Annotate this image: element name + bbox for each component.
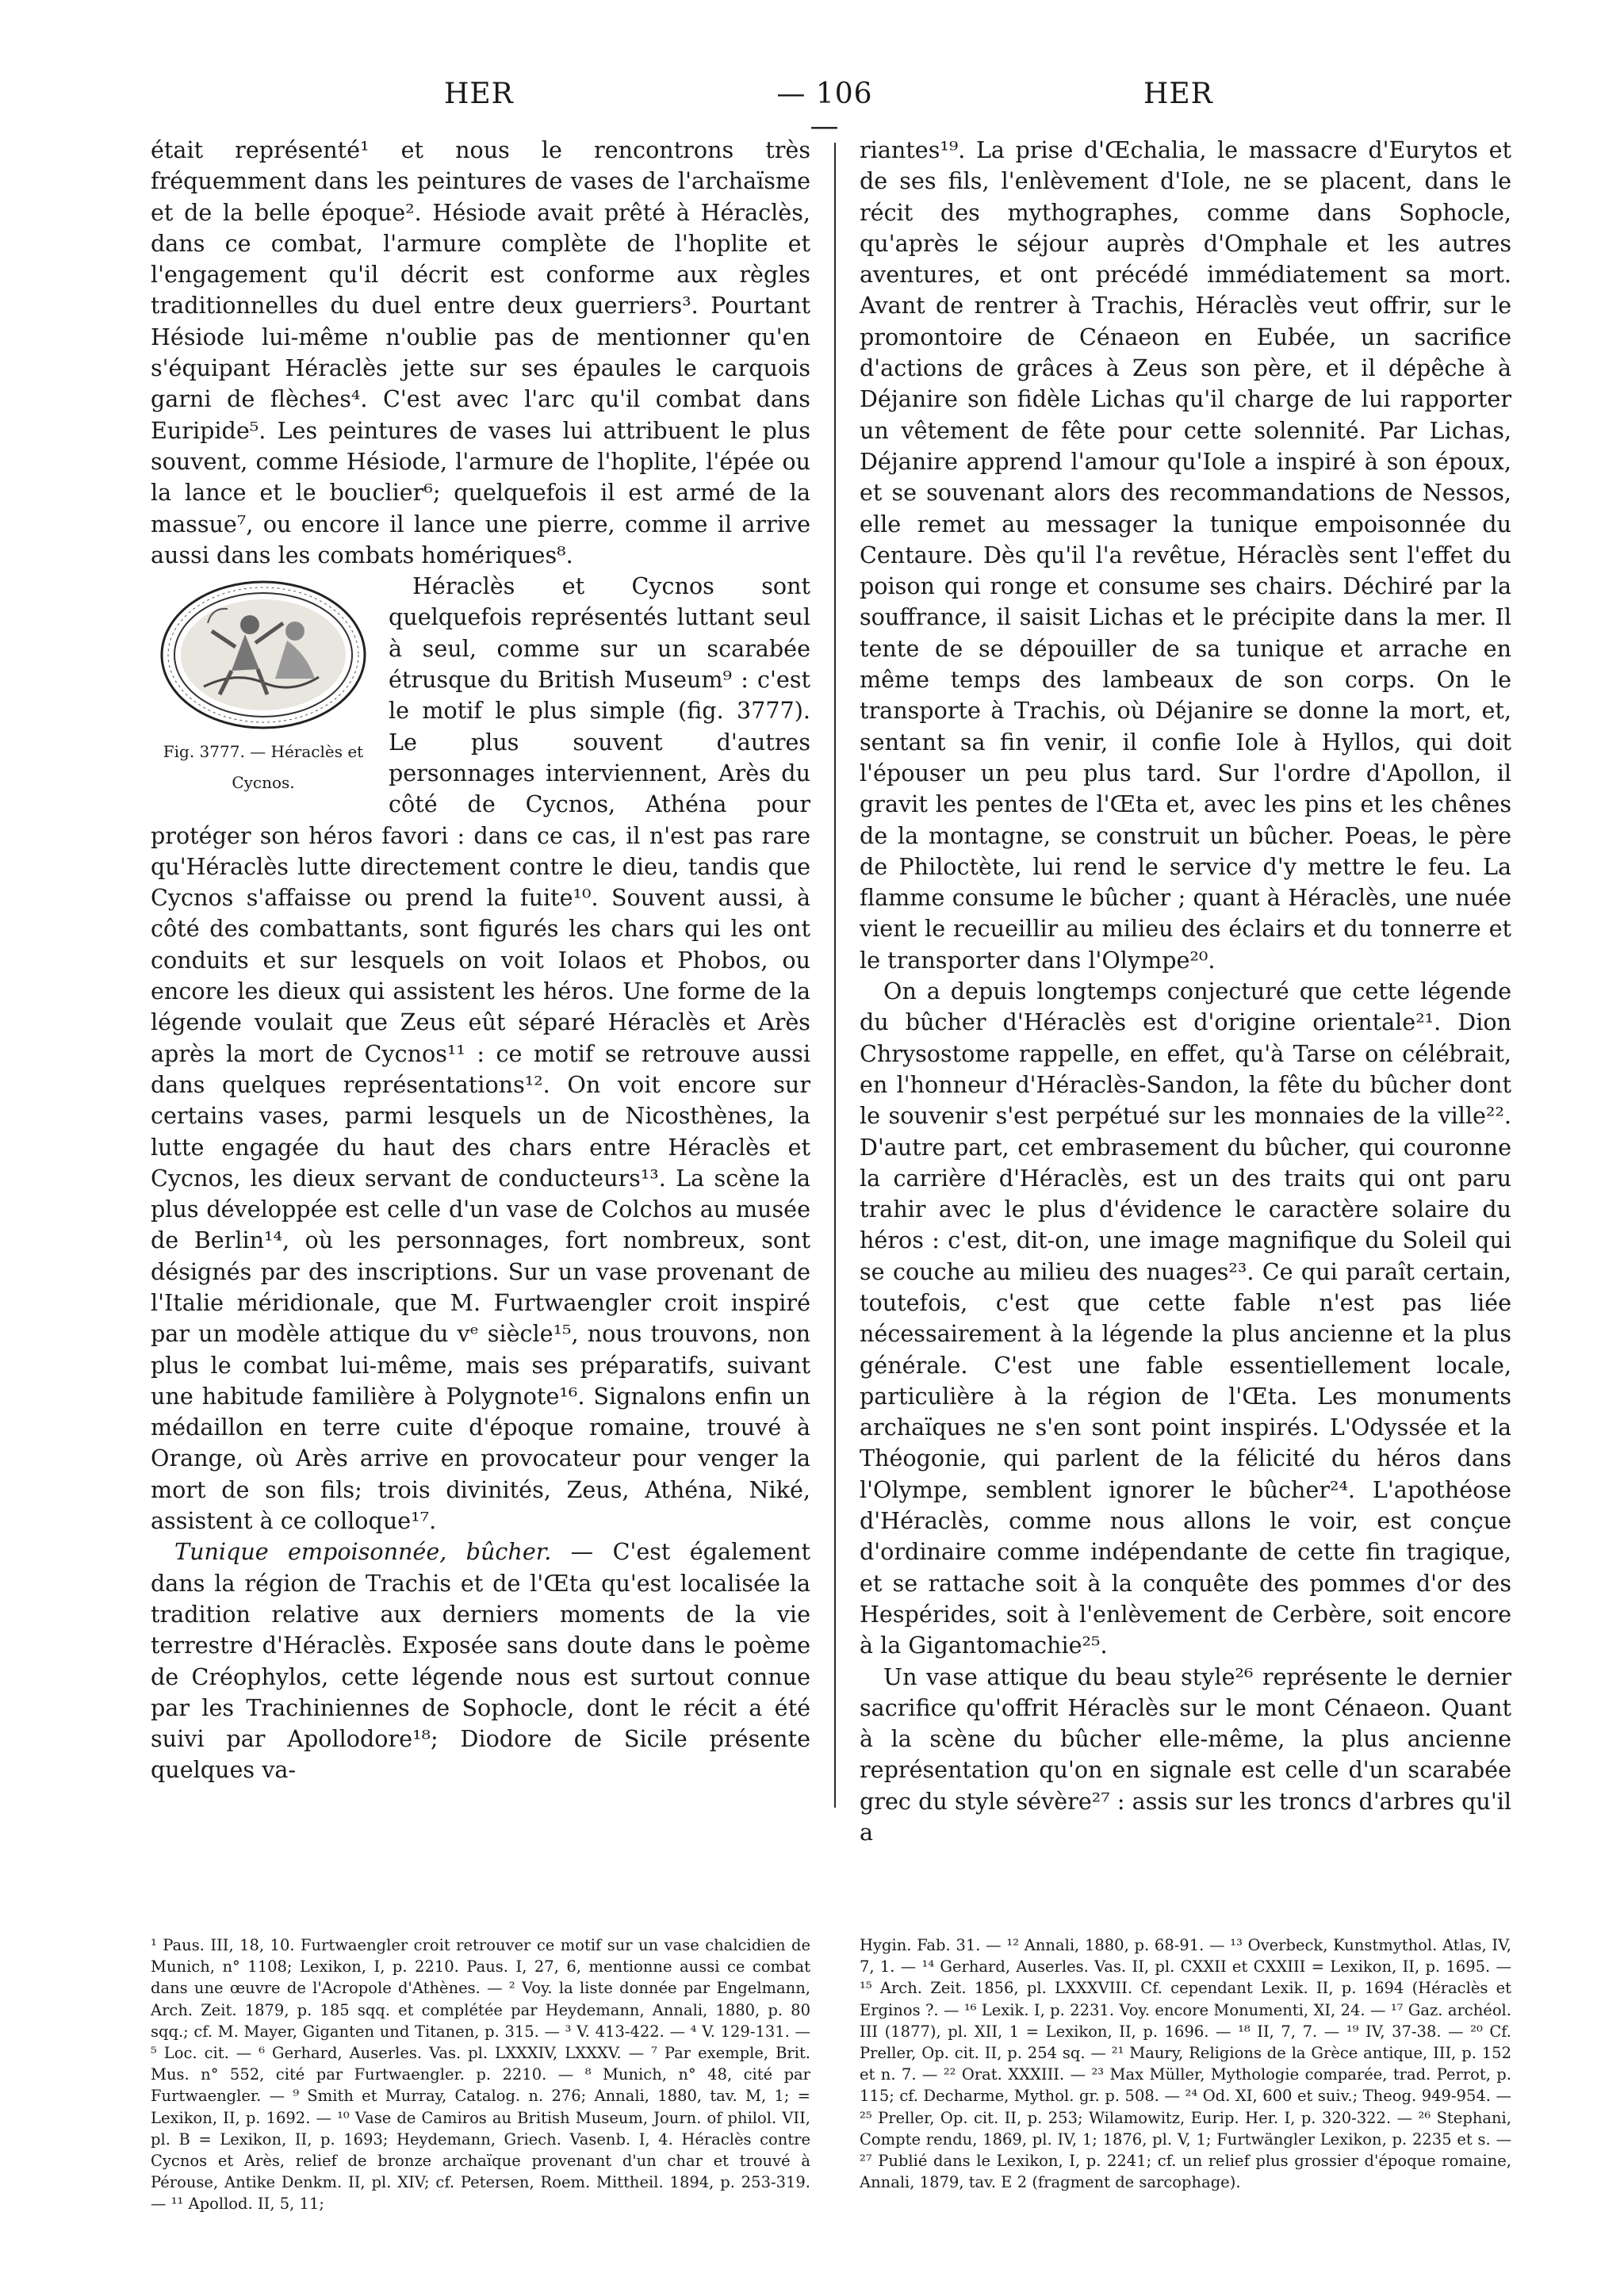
left-column — [151, 135, 810, 1786]
header-right: HER — [1143, 78, 1213, 110]
section-heading: Tunique empoisonnée, bûcher. — [174, 1538, 552, 1566]
page-number: — 106 — — [776, 78, 873, 143]
paragraph: On a depuis longtemps conjecturé que cette légende du bûcher d'Héraclès est d'origine orientale²¹. Dion Chrysostome rappelle, en effet, qu'à Tarse on célébrait, en l'honneur d'Héraclès-Sandon, la fête du bûcher dont le souvenir s'est perpétué sur les monnaies de la ville²². D'autre part, cet embrasement du bûcher, qui couronne la carrière d'Héraclès, est un des traits qui ont paru trahir avec le plus d'évidence le caractère solaire du héros : c'est, dit-on, une image magnifique du Soleil qui se couche au milieu des nuages²³. Ce qui paraît certain, toutefois, c'est que cette fable n'est pas liée nécessairement à la légende la plus ancienne et la plus générale. C'est une fable essentiellement locale, particulière à la région de l'Œta. Les monuments archaïques ne s'en sont point inspirés. L'Odyssée et la Théogonie, qui parlent de la félicité du héros dans l'Olympe, semblent ignorer le bûcher²⁴. L'apothéose d'Héraclès, comme nous allons le voir, est conçue d'ordinaire comme indépendante de cette fin tragique, et se rattache soit à la conquête des pommes d'or des Hespérides, soit à l'enlèvement de Cerbère, soit encore à la Gigantomachie²⁵. — [860, 978, 1511, 1659]
footnotes-left: ¹ Paus. III, 18, 10. Furtwaengler croit retrouver ce motif sur un vase chalcidien de Munich, n° 1108; Lexikon, I, p. 2210. Paus. I, 27, 6, mentionne aussi ce combat dans une œuvre de l'Acropole d'Athènes. — ² Voy. la liste donnée par Engelmann, Arch. Zeit. 1879, p. 185 sqq. et complétée par Heydemann, Annali, 1880, p. 80 sqq.; cf. M. Mayer, Giganten und Titanen, p. 315. — ³ V. 413-422. — ⁴ V. 129-131. — ⁵ Loc. cit. — ⁶ Gerhard, Auserles. Vas. pl. LXXXIV, LXXXV. — ⁷ Par exemple, Brit. Mus. n° 552, cité par Furtwaengler. p. 2210. — ⁸ Munich, n° 48, cité par Furtwaengler. — ⁹ Smith et Murray, Catalog. n. 276; Annali, 1880, tav. M, 1; = Lexikon, II, p. 1692. — ¹⁰ Vase de Camiros au British Museum, Journ. of philol. VII, pl. B = Lexikon, II, p. 1693; Heydemann, Griech. Vasenb. I, 4. Héraclès contre Cycnos et Arès, relief de bronze archaïque provenant d'un char et trouvé à Pérouse, Antike Denkm. II, pl. XIV; cf. Petersen, Roem. Mittheil. 1894, p. 253-319. — ¹¹ Apollod. II, 5, 11; — [151, 1936, 810, 2214]
paragraph: riantes¹⁹. La prise d'Œchalia, le massacre d'Eurytos et de ses fils, l'enlèvement d'Iole, ne se placent, dans le récit des mythographes, comme dans Sophocle, qu'après le séjour auprès d'Omphale et les autres aventures, et ont précédé immédiatement sa mort. Avant de rentrer à Trachis, Héraclès veut offrir, sur le promontoire de Cénaeon en Eubée, un sacrifice d'actions de grâces à Zeus son père, et il dépêche à Déjanire son fidèle Lichas qu'il charge de lui rapporter un vêtement de fête pour cette solennité. Par Lichas, Déjanire apprend l'amour qu'Iole a inspiré à son époux, et se souvenant alors des recommandations de Nessos, elle remet au messager la tunique empoisonnée du Centaure. Dès qu'il l'a revêtue, Héraclès sent l'effet du poison qui ronge et consume ses chairs. Déchiré par la souffrance, il saisit Lichas et le précipite dans la mer. Il tente de se dépouiller de sa tunique et arrache en même temps des lambeaux de son corps. On le transporte à Trachis, où Déjanire se donne la mort, et, sentant sa fin venir, il confie Iole à Hyllos, qui doit l'épouser un peu plus tard. Sur l'ordre d'Apollon, il gravit les pentes de l'Œta et, avec les pins et les chênes de la montagne, se construit un bûcher. Poeas, le père de Philoctète, lui rend le service d'y mettre le feu. La flamme consume le bûcher ; quant à Héraclès, une nuée vient le recueillir au milieu des éclairs et du tonnerre et le transporter dans l'Olympe²⁰. — [860, 136, 1511, 974]
right-column — [860, 135, 1511, 1848]
paragraph — [151, 1536, 810, 1785]
figure-caption: Fig. 3777. — Héraclès et Cycnos. — [163, 742, 364, 793]
column-divider — [834, 143, 836, 1808]
figure-3777 — [151, 576, 376, 797]
paragraph-text: Héraclès et Cycnos sont quelquefois représentés luttant seul à seul, comme sur un scarabée étrusque du British Museum⁹ : c'est le motif le plus simple (fig. 3777). Le plus souvent d'autres personnages interviennent, Arès du côté de Cycnos, Athéna pour protéger son héros favori : dans ce cas, il n'est pas rare qu'Héraclès lutte directement contre le dieu, tandis que Cycnos s'affaisse ou prend la fuite¹⁰. Souvent aussi, à côté des combattants, sont figurés les chars qui les ont conduits et sur lesquels on voit Iolaos et Phobos, ou encore les dieux qui assistent les héros. Une forme de la légende voulait que Zeus eût séparé Héraclès et Arès après la mort de Cycnos¹¹ : ce motif se retrouve aussi dans quelques représentations¹². On voit encore sur certains vases, parmi lesquels un de Nicosthènes, la lutte engagée du haut des chars entre Héraclès et Cycnos, les dieux servant de conducteurs¹³. La scène la plus développée est celle d'un vase de Colchos au musée de Berlin¹⁴, où les personnages, fort nombreux, sont désignés par des inscriptions. Sur un vase provenant de l'Italie méridionale, que M. Furtwaengler croit inspiré par un modèle attique du vᵉ siècle¹⁵, nous trouvons, non plus le combat lui-même, mais ses préparatifs, suivant une habitude familière à Polygnote¹⁶. Signalons enfin un médaillon en terre cuite d'époque romaine, trouvé à Orange, où Arès arrive en provocateur pour venger la mort de son fils; trois divinités, Zeus, Athéna, Niké, assistent à ce colloque¹⁷. — [151, 572, 810, 1535]
paragraph-with-figure — [151, 571, 810, 1536]
paragraph: Un vase attique du beau style²⁶ représente le dernier sacrifice qu'offrit Héraclès sur le mont Cénaeon. Quant à la scène du bûcher elle-même, la plus ancienne représentation qu'on en signale est celle d'un scarabée grec du style sévère²⁷ : assis sur les troncs d'arbres qu'il a — [860, 1663, 1511, 1846]
paragraph-text: — C'est également dans la région de Trachis et de l'Œta qu'est localisée la tradition relative aux derniers moments de la vie terrestre d'Héraclès. Exposée sans doute dans le poème de Créophylos, cette légende nous est surtout connue par les Trachiniennes de Sophocle, dont le récit a été suivi par Apollodore¹⁸; Diodore de Sicile présente quelques va- — [151, 1538, 811, 1784]
footnotes-right: Hygin. Fab. 31. — ¹² Annali, 1880, p. 68-91. — ¹³ Overbeck, Kunstmythol. Atlas, IV, 7, 1. — ¹⁴ Gerhard, Auserles. Vas. II, pl. CXXII et CXXIII = Lexikon, II, p. 1695. — ¹⁵ Arch. Zeit. 1856, pl. LXXXVIII. Cf. cependant Lexik. II, p. 1694 (Héraclès et Erginos ?. — ¹⁶ Lexik. I, p. 2231. Voy. encore Monumenti, XI, 24. — ¹⁷ Gaz. archéol. III (1877), pl. XII, 1 = Lexikon, II, p. 1696. — ¹⁸ II, 7, 7. — ¹⁹ IV, 37-38. — ²⁰ Cf. Preller, Op. cit. II, p. 254 sq. — ²¹ Maury, Religions de la Grèce antique, III, p. 152 et n. 7. — ²² Orat. XXXIII. — ²³ Max Müller, Mythologie comparée, trad. Perrot, p. 115; cf. Decharme, Mythol. gr. p. 508. — ²⁴ Od. XI, 600 et suiv.; Theog. 949-954. — ²⁵ Preller, Op. cit. II, p. 253; Wilamowitz, Eurip. Her. I, p. 320-322. — ²⁶ Stephani, Compte rendu, 1869, pl. IV, 1; 1876, pl. V, 1; Furtwängler Lexikon, p. 2235 et s. — ²⁷ Publié dans le Lexikon, I, p. 2241; cf. un relief plus grossier d'époque romaine, Annali, 1879, tav. E 2 (fragment de sarcophage). — [860, 1936, 1511, 2192]
paragraph: était représenté¹ et nous le rencontrons très fréquemment dans les peintures de vases de l'archaïsme et de la belle époque². Hésiode avait prêté à Héraclès, dans ce combat, l'armure complète de l'hoplite et l'engagement qu'il décrit est conforme aux règles traditionnelles du duel entre deux guerriers³. Pourtant Hésiode lui-même n'oublie pas de mentionner qu'en s'équipant Héraclès jette sur ses épaules le carquois garni de flèches⁴. C'est avec l'arc qu'il combat dans Euripide⁵. Les peintures de vases lui attribuent le plus souvent, comme Hésiode, l'armure de l'hoplite, l'épée ou la lance et le bouclier⁶; quelquefois il est armé de la massue⁷, ou encore il lance une pierre, comme il arrive aussi dans les combats homériques⁸. — [151, 136, 810, 568]
header-left: HER — [444, 78, 514, 110]
scarab-gem-illustration — [156, 576, 370, 734]
running-header — [151, 78, 1486, 143]
